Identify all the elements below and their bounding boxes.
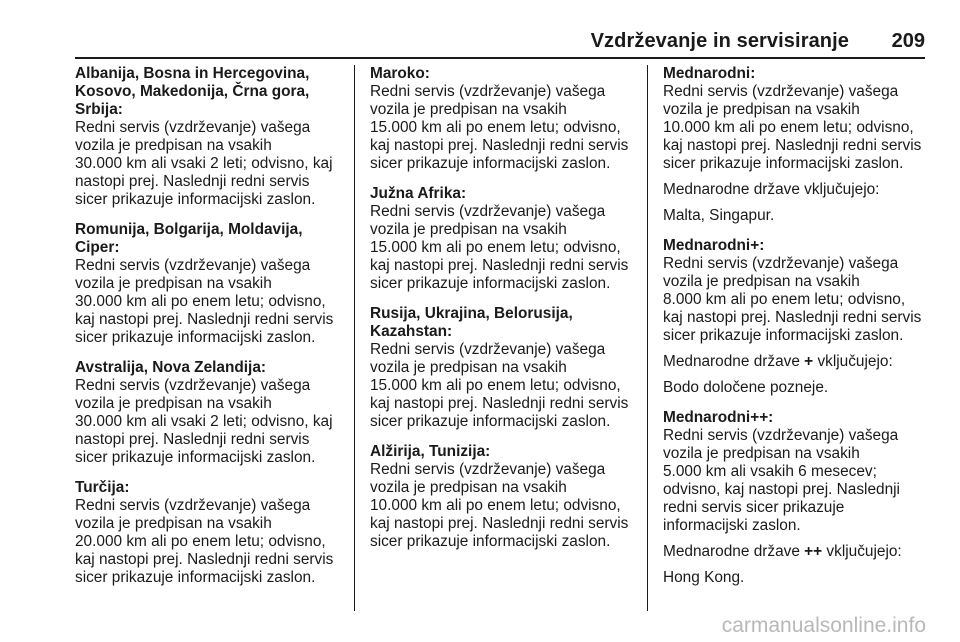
section-title: Mednarodni++: bbox=[663, 409, 774, 426]
section-body: Redni servis (vzdrževanje) vašega vozila je predpisan na vsakih 30.000 km ali po enem letu; odvisno, kaj nastopi prej. Naslednji redni servis sicer prikazuje informacijski zaslon. bbox=[75, 257, 334, 346]
section-title: Mednarodni+: bbox=[663, 237, 765, 254]
section-international-plus-plus bbox=[663, 409, 931, 587]
section-turkey bbox=[75, 479, 343, 587]
section-body: Redni servis (vzdrževanje) vašega vozila je predpisan na vsakih 10.000 km ali po enem letu; odvisno, kaj nastopi prej. Naslednji redni servis sicer prikazuje informacijski zaslon. bbox=[663, 83, 922, 172]
section-body: Redni servis (vzdrževanje) vašega vozila je predpisan na vsakih 30.000 km ali vsaki 2 leti; odvisno, kaj nastopi prej. Naslednji redni servis sicer prikazuje informacijski zaslon. bbox=[75, 119, 333, 208]
countries-intro: Mednarodne države ++ vključujejo: bbox=[663, 543, 902, 560]
section-international bbox=[663, 65, 931, 225]
section-south-africa bbox=[370, 185, 638, 293]
section-body: Redni servis (vzdrževanje) vašega vozila je predpisan na vsakih 5.000 km ali vsakih 6 mesecev; odvisno, kaj nastopi prej. Naslednji redni servis sicer prikazuje informacijski zaslon. bbox=[663, 427, 900, 534]
countries-list: Bodo določene pozneje. bbox=[663, 379, 829, 396]
section-australia-group bbox=[75, 359, 343, 467]
header-rule bbox=[75, 57, 925, 59]
countries-intro: Mednarodne države + vključujejo: bbox=[663, 353, 893, 370]
section-body: Redni servis (vzdrževanje) vašega vozila je predpisan na vsakih 8.000 km ali po enem letu; odvisno, kaj nastopi prej. Naslednji redni servis sicer prikazuje informacijski zaslon. bbox=[663, 255, 922, 344]
section-body: Redni servis (vzdrževanje) vašega vozila je predpisan na vsakih 15.000 km ali po enem letu; odvisno, kaj nastopi prej. Naslednji redni servis sicer prikazuje informacijski zaslon. bbox=[370, 203, 629, 292]
section-title: Alžirija, Tunizija: bbox=[370, 443, 491, 460]
page-title: Vzdrževanje in servisiranje bbox=[590, 30, 849, 52]
column-1 bbox=[75, 65, 343, 599]
column-3 bbox=[663, 65, 931, 599]
section-body: Redni servis (vzdrževanje) vašega vozila je predpisan na vsakih 30.000 km ali vsaki 2 leti; odvisno, kaj nastopi prej. Naslednji redni servis sicer prikazuje informacijski zaslon. bbox=[75, 377, 333, 466]
watermark: carmanualsonline.info bbox=[721, 614, 926, 637]
section-body: Redni servis (vzdrževanje) vašega vozila je predpisan na vsakih 20.000 km ali po enem letu; odvisno, kaj nastopi prej. Naslednji redni servis sicer prikazuje informacijski zaslon. bbox=[75, 497, 334, 586]
countries-list: Hong Kong. bbox=[663, 569, 745, 586]
section-body: Redni servis (vzdrževanje) vašega vozila je predpisan na vsakih 15.000 km ali po enem letu; odvisno, kaj nastopi prej. Naslednji redni servis sicer prikazuje informacijski zaslon. bbox=[370, 83, 629, 172]
section-title: Albanija, Bosna in Hercegovina, Kosovo, Makedonija, Črna gora, Srbija: bbox=[75, 65, 310, 118]
countries-list: Malta, Singapur. bbox=[663, 207, 775, 224]
page-number: 209 bbox=[891, 30, 925, 52]
section-russia-group bbox=[370, 305, 638, 431]
section-body: Redni servis (vzdrževanje) vašega vozila je predpisan na vsakih 15.000 km ali po enem letu; odvisno, kaj nastopi prej. Naslednji redni servis sicer prikazuje informacijski zaslon. bbox=[370, 341, 629, 430]
column-divider bbox=[647, 65, 648, 611]
column-2 bbox=[370, 65, 638, 563]
page-header bbox=[75, 26, 925, 56]
section-title: Mednarodni: bbox=[663, 65, 756, 82]
section-international-plus bbox=[663, 237, 931, 397]
section-algeria-group bbox=[370, 443, 638, 551]
section-title: Turčija: bbox=[75, 479, 130, 496]
section-title: Maroko: bbox=[370, 65, 430, 82]
column-divider bbox=[354, 65, 355, 611]
section-title: Rusija, Ukrajina, Belorusija, Kazahstan: bbox=[370, 305, 573, 340]
section-morocco bbox=[370, 65, 638, 173]
section-title: Južna Afrika: bbox=[370, 185, 467, 202]
countries-intro: Mednarodne države vključujejo: bbox=[663, 181, 880, 198]
section-body: Redni servis (vzdrževanje) vašega vozila je predpisan na vsakih 10.000 km ali po enem letu; odvisno, kaj nastopi prej. Naslednji redni servis sicer prikazuje informacijski zaslon. bbox=[370, 461, 629, 550]
section-albania-group bbox=[75, 65, 343, 209]
section-romania-group bbox=[75, 221, 343, 347]
section-title: Avstralija, Nova Zelandija: bbox=[75, 359, 267, 376]
section-title: Romunija, Bolgarija, Moldavija, Ciper: bbox=[75, 221, 303, 256]
